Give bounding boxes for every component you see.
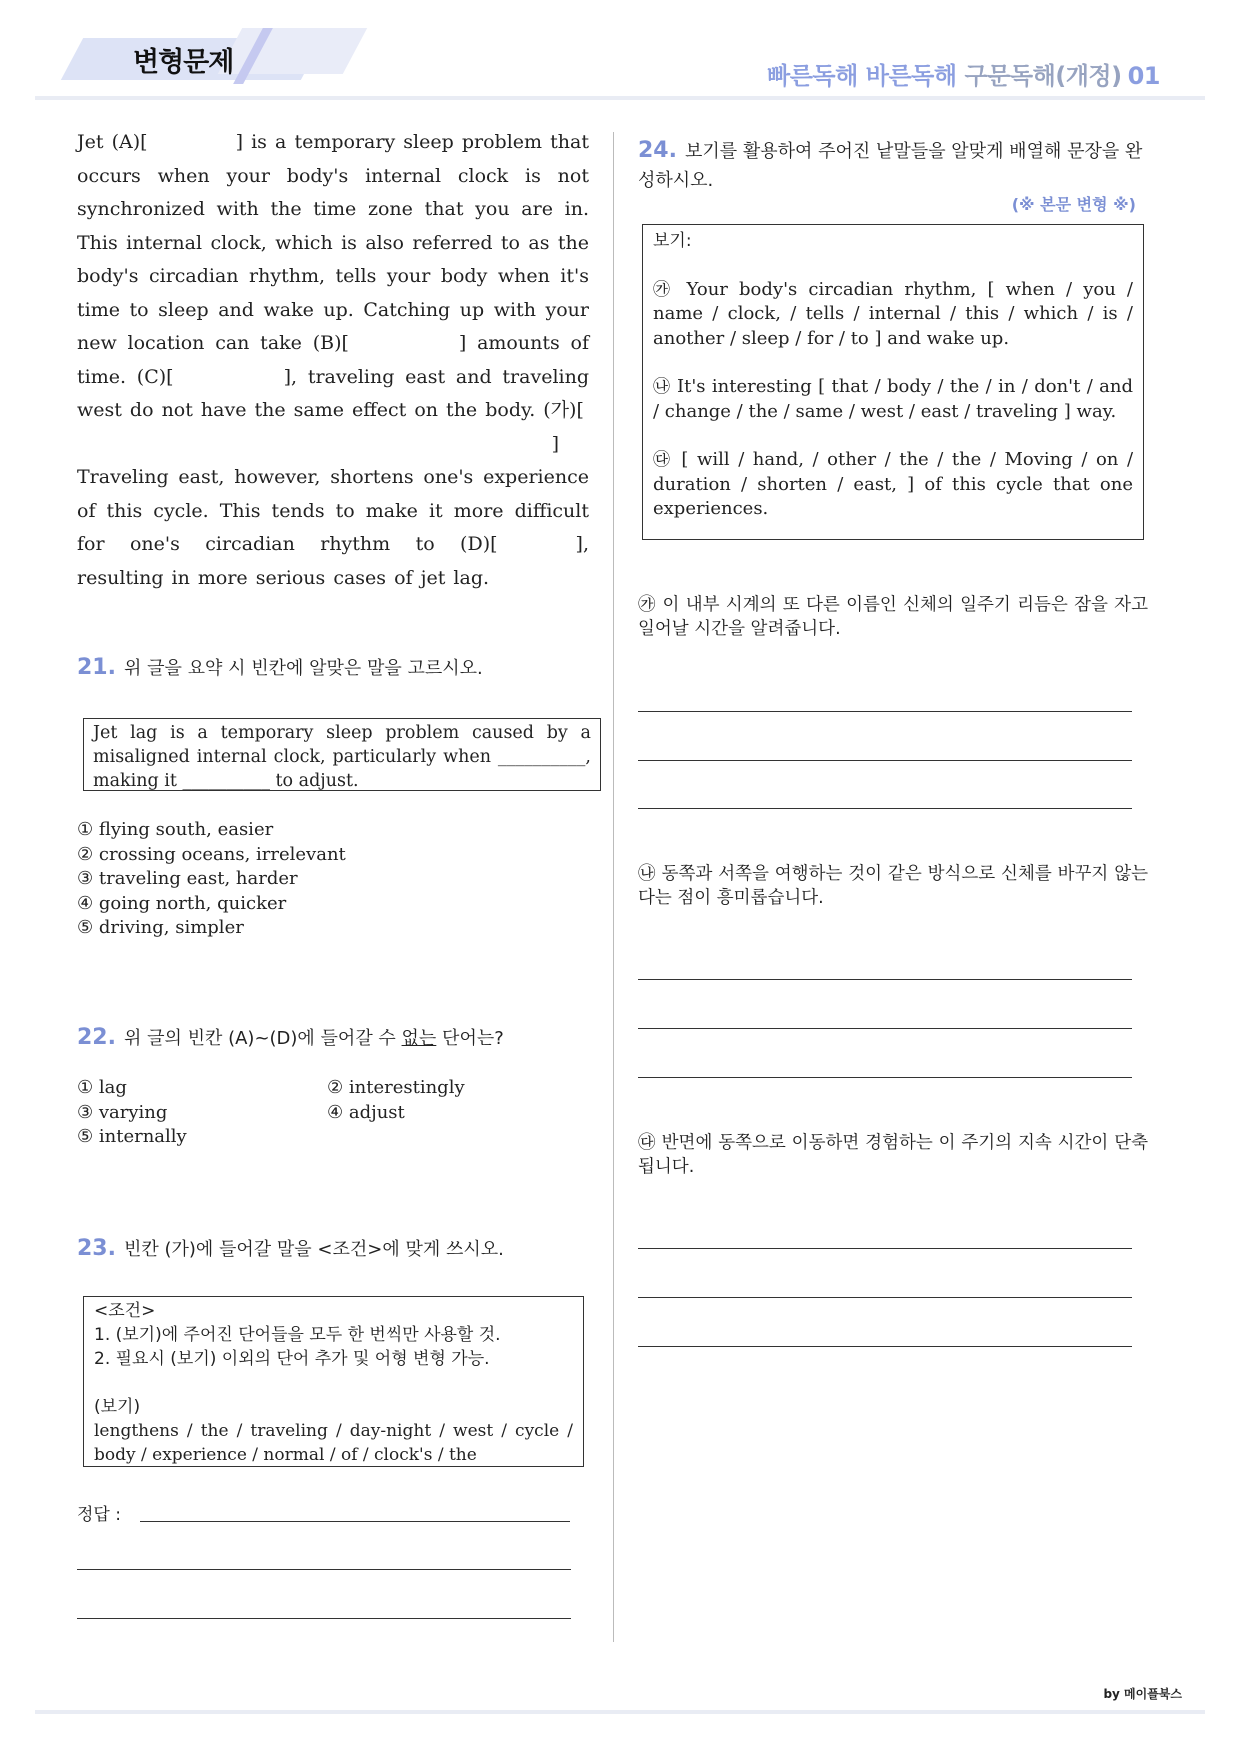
bogi-title: 보기: (653, 231, 692, 251)
answer-line[interactable] (638, 978, 1132, 980)
question-22 (77, 1024, 504, 1050)
reading-passage (77, 126, 589, 595)
condition-title: <조건> (94, 1301, 156, 1321)
option-3[interactable]: ③ varying (77, 1101, 168, 1123)
option-1[interactable]: ① flying south, easier (77, 819, 274, 840)
header-title-part3: 구문독해(개정) (964, 62, 1122, 90)
answer-line[interactable] (638, 1076, 1132, 1078)
header-title (767, 56, 1160, 91)
question-number: 21. (77, 655, 116, 680)
option-2[interactable]: ② crossing oceans, irrelevant (77, 843, 346, 865)
answer-line[interactable] (638, 1027, 1132, 1029)
option-4[interactable]: ④ adjust (327, 1101, 405, 1123)
question-23 (77, 1235, 504, 1261)
summary-box: Jet lag is a temporary sleep problem caused by a misaligned internal clock, particularly when __________, making it __________ to adjust. (83, 718, 601, 791)
answer-label: 정답 : (77, 1505, 121, 1525)
prompt-ga: ㉮ 이 내부 시계의 또 다른 이름인 신체의 일주기 리듬은 잠을 자고 일어날 시간을 알려줍니다. (638, 595, 1148, 639)
condition-1: 1. (보기)에 주어진 단어들을 모두 한 번씩만 사용할 것. (94, 1325, 501, 1345)
answer-line[interactable] (638, 1345, 1132, 1347)
question-number: 23. (77, 1236, 116, 1261)
q22-options-col2 (327, 1076, 465, 1125)
footer-rule (35, 1710, 1205, 1714)
answer-line[interactable] (638, 1296, 1132, 1298)
option-4[interactable]: ④ going north, quicker (77, 892, 287, 914)
q21-options (77, 818, 346, 941)
question-21 (77, 654, 483, 680)
bogi-title: (보기) (94, 1397, 141, 1417)
column-divider (613, 132, 614, 1642)
question-24 (638, 136, 1158, 195)
header-label: 변형문제 (133, 47, 234, 78)
header-title-part1: 빠른독해 (767, 62, 858, 90)
question-number: 24. (638, 138, 677, 163)
question-text: 위 글을 요약 시 빈칸에 알맞은 말을 고르시오. (123, 658, 483, 679)
prompt-na: ㉯ 동쪽과 서쪽을 여행하는 것이 같은 방식으로 신체를 바꾸지 않는다는 점이 흥미롭습니다. (638, 864, 1148, 908)
answer-line[interactable] (77, 1617, 571, 1619)
bogi-item-na: ㉯ It's interesting [ that / body / the / in / don't / and / change / the / same / west / east / traveling ] way. (653, 376, 1133, 422)
answer-line[interactable] (638, 710, 1132, 712)
condition-box (83, 1296, 584, 1467)
header-title-part4: 01 (1127, 62, 1160, 90)
header-title-part2: 바른독해 (865, 62, 957, 90)
condition-2: 2. 필요시 (보기) 이외의 단어 추가 및 어형 변형 가능. (94, 1349, 490, 1369)
question-text: 위 글의 빈칸 (A)~(D)에 들어갈 수 없는 단어는? (123, 1028, 504, 1049)
bogi-words: lengthens / the / traveling / day-night / west / cycle / body / experience / normal / of / clock's / the (94, 1421, 573, 1465)
variation-note: (※ 본문 변형 ※) (1011, 195, 1136, 214)
passage-paragraph-2: Traveling east, however, shortens one's experience of this cycle. This tends to make it more difficult for one's circadian rhythm to (D)[ ], resulting in more serious cases of jet lag. (77, 466, 589, 589)
q22-options-col1 (77, 1076, 187, 1150)
question-number: 22. (77, 1025, 116, 1050)
option-5[interactable]: ⑤ internally (77, 1126, 187, 1147)
header-rule (35, 96, 1205, 100)
header-banner-shape-secondary (218, 28, 367, 74)
answer-line[interactable] (140, 1520, 570, 1522)
option-3[interactable]: ③ traveling east, harder (77, 868, 298, 889)
bogi-box (642, 224, 1144, 540)
answer-line[interactable] (638, 1247, 1132, 1249)
question-text: 보기를 활용하여 주어진 낱말들을 알맞게 배열해 문장을 완성하시오. (638, 141, 1143, 191)
footer-credit: by 메이플북스 (1103, 1687, 1182, 1701)
answer-line[interactable] (77, 1568, 571, 1570)
option-1[interactable]: ① lag (77, 1077, 127, 1098)
question-text: 빈칸 (가)에 들어갈 말을 <조건>에 맞게 쓰시오. (123, 1239, 504, 1260)
option-2[interactable]: ② interestingly (327, 1077, 465, 1098)
prompt-da: ㉰ 반면에 동쪽으로 이동하면 경험하는 이 주기의 지속 시간이 단축됩니다. (638, 1133, 1148, 1177)
bogi-item-ga: ㉮ Your body's circadian rhythm, [ when / you / name / clock, / tells / internal / this / which / is / another / sleep / for / to ] and wake up. (653, 278, 1133, 349)
option-5[interactable]: ⑤ driving, simpler (77, 917, 244, 938)
answer-line[interactable] (638, 759, 1132, 761)
passage-paragraph-1: Jet (A)[ ] is a temporary sleep problem that occurs when your body's internal clock is not synchronized with the time zone that you are in. This internal clock, which is also referred to as the body's circadian rhythm, tells your body when it's time to sleep and wake up. Catching up with your new location can take (B)[ ] amounts of time. (C)[ ], traveling east and traveling west do not have the same effect on the body. (가)[ ] (77, 131, 590, 455)
answer-line[interactable] (638, 807, 1132, 809)
bogi-item-da: ㉰ [ will / hand, / other / the / the / Moving / on / duration / shorten / east, ] of this cycle that one experiences. (653, 449, 1134, 519)
